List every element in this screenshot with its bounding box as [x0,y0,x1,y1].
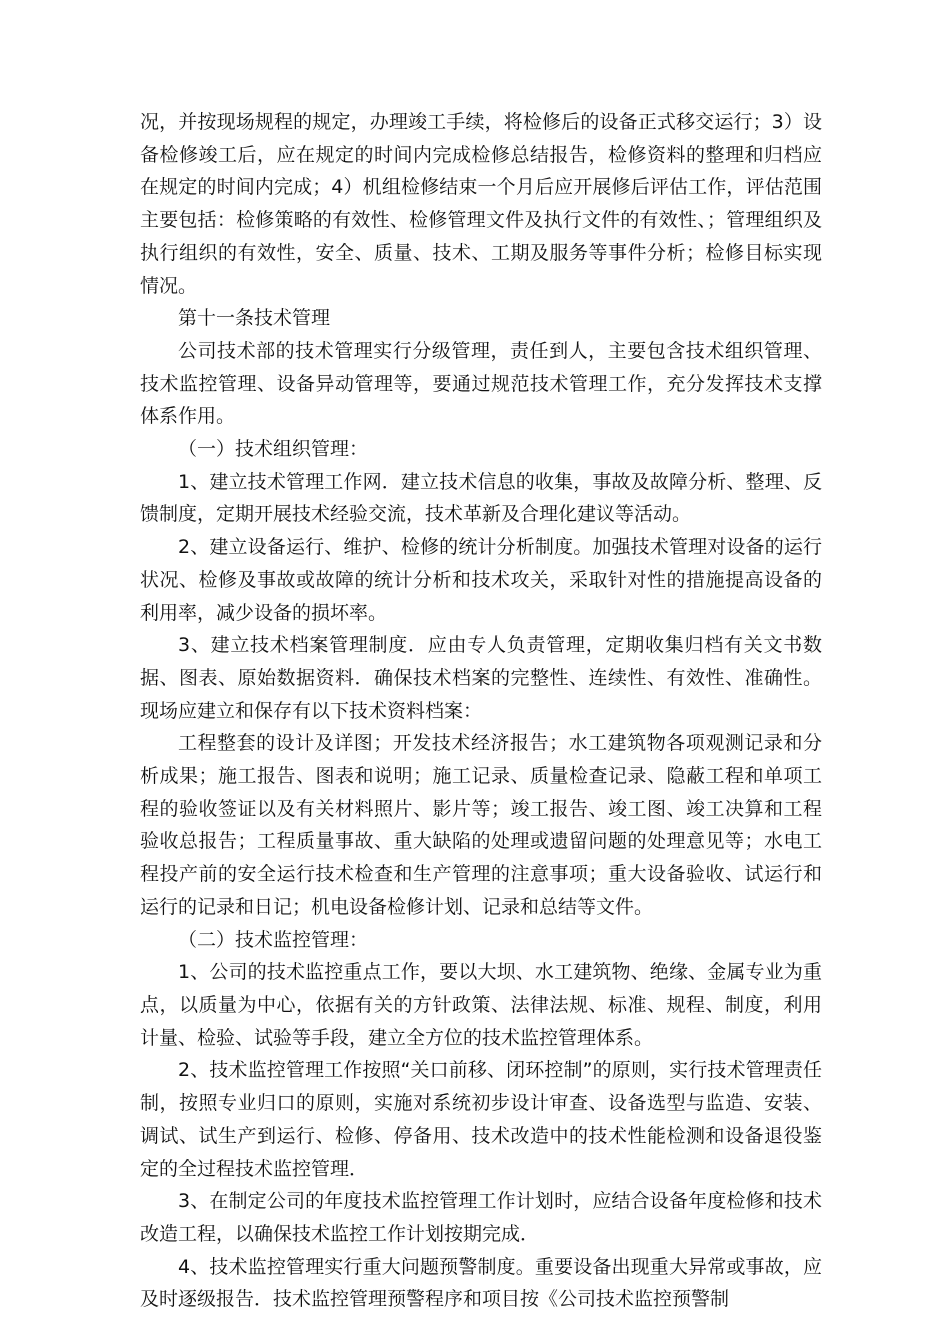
paragraph-continuation: 况，并按现场规程的规定，办理竣工手续，将检修后的设备正式移交运行；3）设备检修竣工后，应在规定的时间内完成检修总结报告，检修资料的整理和归档应在规定的时间内完成；4）机组检修结束一个月后应开展修后评估工作，评估范围主要包括：检修策略的有效性、检修管理文件及执行文件的有效性、；管理组织及执行组织的有效性，安全、质量、技术、工期及服务等事件分析；检修目标实现情况。 [140,111,822,297]
section-heading-organization: （一）技术组织管理： [178,438,369,461]
paragraph-archive-list: 工程整套的设计及详图；开发技术经济报告；水工建筑物各项观测记录和分析成果；施工报告、图表和说明；施工记录、质量检查记录、隐蔽工程和单项工程的验收签证以及有关材料照片、影片等；竣工报告、竣工图、竣工决算和工程验收总报告；工程质量事故、重大缺陷的处理或遗留问题的处理意见等；水电工程投产前的安全运行技术检查和生产管理的注意事项；重大设备验收、试运行和运行的记录和日记；机电设备检修计划、记录和总结等文件。 [140,732,822,918]
document-page [140,106,822,1316]
paragraph-monitoring-3: 3、在制定公司的年度技术监控管理工作计划时，应结合设备年度检修和技术改造工程，以确保技术监控工作计划按期完成． [140,1190,822,1245]
paragraph-monitoring-4: 4、技术监控管理实行重大问题预警制度。重要设备出现重大异常或事故，应及时逐级报告．技术监控管理预警程序和项目按《公司技术监控预警制 [140,1255,822,1311]
article-heading: 第十一条技术管理 [178,307,331,330]
section-heading-monitoring: （二）技术监控管理： [178,928,369,951]
paragraph-monitoring-1: 1、公司的技术监控重点工作，要以大坝、水工建筑物、绝缘、金属专业为重点，以质量为中心，依据有关的方针政策、法律法规、标准、规程、制度，利用计量、检验、试验等手段，建立全方位的技术监控管理体系。 [140,961,822,1049]
paragraph-item-3: 3、建立技术档案管理制度．应由专人负责管理，定期收集归档有关文书数据、图表、原始数据资料．确保技术档案的完整性、连续性、有效性、准确性。现场应建立和保存有以下技术资料档案： [140,634,822,722]
paragraph-tech-management: 公司技术部的技术管理实行分级管理，责任到人，主要包含技术组织管理、技术监控管理、设备异动管理等，要通过规范技术管理工作，充分发挥技术支撑体系作用。 [140,339,822,428]
paragraph-item-1: 1、建立技术管理工作网．建立技术信息的收集，事故及故障分析、整理、反馈制度，定期开展技术经验交流，技术革新及合理化建议等活动。 [140,470,822,526]
paragraph-monitoring-2: 2、技术监控管理工作按照“关口前移、闭环控制”的原则，实行技术管理责任制，按照专业归口的原则，实施对系统初步设计审查、设备选型与监造、安装、调试、试生产到运行、检修、停备用、技术改造中的技术性能检测和设备退役鉴定的全过程技术监控管理． [140,1059,822,1180]
paragraph-item-2: 2、建立设备运行、维护、检修的统计分析制度。加强技术管理对设备的运行状况、检修及事故或故障的统计分析和技术攻关，采取针对性的措施提高设备的利用率，减少设备的损坏率。 [140,536,822,624]
